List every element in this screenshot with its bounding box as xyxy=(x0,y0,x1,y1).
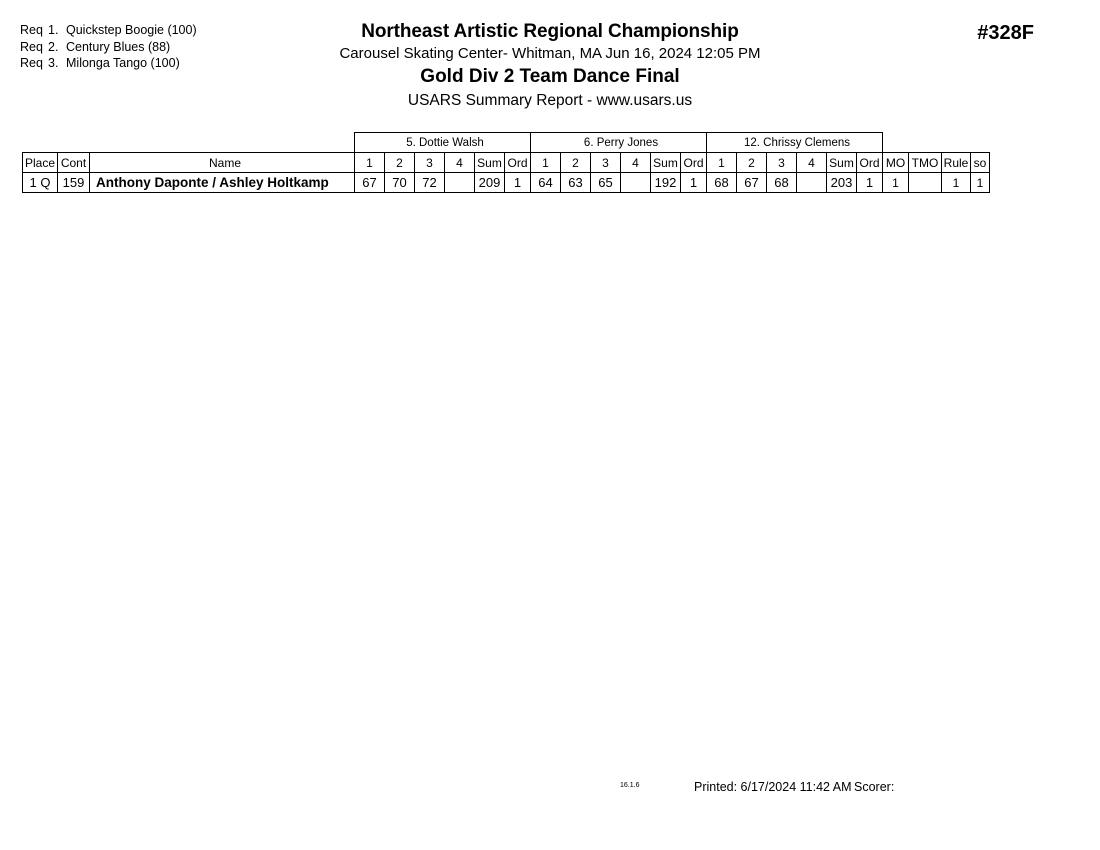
column-header-j3-d1: 1 xyxy=(707,153,737,173)
version-label: 16.1.6 xyxy=(620,782,640,789)
requirement-label: Req xyxy=(20,23,43,37)
column-header-j3-ord: Ord xyxy=(857,153,883,173)
requirement-number: 1. xyxy=(48,23,59,37)
cell-j1-sum: 209 xyxy=(475,173,505,193)
cell-j3-sum: 203 xyxy=(827,173,857,193)
column-header-j1-sum: Sum xyxy=(475,153,505,173)
cell-so: 1 xyxy=(971,173,990,193)
cell-name: Anthony Daponte / Ashley Holtkamp xyxy=(90,173,355,193)
column-header-j2-ord: Ord xyxy=(681,153,707,173)
printed-timestamp: Printed: 6/17/2024 11:42 AM xyxy=(694,780,852,794)
report-subtitle: USARS Summary Report - www.usars.us xyxy=(407,92,693,109)
judge-header-3: 12. Chrissy Clemens xyxy=(707,133,883,153)
cell-j2-d4 xyxy=(621,173,651,193)
requirement-label: Req xyxy=(20,56,43,70)
requirement-name: Century Blues (88) xyxy=(66,39,171,54)
judge-header-2: 6. Perry Jones xyxy=(531,133,707,153)
column-header-j2-sum: Sum xyxy=(651,153,681,173)
cell-j3-ord: 1 xyxy=(857,173,883,193)
document-header xyxy=(0,20,1100,112)
scorer-label: Scorer: xyxy=(854,780,895,794)
cell-j3-d3: 68 xyxy=(767,173,797,193)
cell-j2-ord: 1 xyxy=(681,173,707,193)
column-header-cont: Cont xyxy=(58,153,90,173)
requirement-number: 3. xyxy=(48,56,59,70)
column-header-tmo: TMO xyxy=(909,153,942,173)
requirement-name: Quickstep Boogie (100) xyxy=(66,23,197,37)
column-header-row xyxy=(23,153,990,173)
spacer-cell xyxy=(883,133,990,153)
cell-mo: 1 xyxy=(883,173,909,193)
cell-j1-d1: 67 xyxy=(355,173,385,193)
requirement-name: Milonga Tango (100) xyxy=(66,56,180,70)
column-header-j3-d2: 2 xyxy=(737,153,767,173)
spacer-cell xyxy=(23,133,355,153)
judge-header-1: 5. Dottie Walsh xyxy=(355,133,531,153)
column-header-place: Place xyxy=(23,153,58,173)
column-header-j3-d4: 4 xyxy=(797,153,827,173)
column-header-rule: Rule xyxy=(942,153,971,173)
column-header-j1-d2: 2 xyxy=(385,153,415,173)
score-sheet xyxy=(22,132,990,193)
column-header-j3-d3: 3 xyxy=(767,153,797,173)
cell-j3-d1: 68 xyxy=(707,173,737,193)
column-header-name: Name xyxy=(90,153,355,173)
column-header-j1-ord: Ord xyxy=(505,153,531,173)
requirement-label: Req xyxy=(20,39,43,54)
cell-rule: 1 xyxy=(942,173,971,193)
cell-j3-d2: 67 xyxy=(737,173,767,193)
column-header-j2-d1: 1 xyxy=(531,153,561,173)
cell-j2-sum: 192 xyxy=(651,173,681,193)
column-header-j3-sum: Sum xyxy=(827,153,857,173)
cell-tmo xyxy=(909,173,942,193)
column-header-j2-d4: 4 xyxy=(621,153,651,173)
column-header-so: so xyxy=(971,153,990,173)
table-row xyxy=(23,173,990,193)
page-title: Northeast Artistic Regional Championship xyxy=(361,21,739,42)
column-header-mo: MO xyxy=(883,153,909,173)
cell-cont: 159 xyxy=(58,173,90,193)
judge-header-row xyxy=(23,133,990,153)
column-header-j1-d3: 3 xyxy=(415,153,445,173)
venue-datetime: Carousel Skating Center- Whitman, MA Jun 16, 2024 12:05 PM xyxy=(339,45,761,62)
event-title: Gold Div 2 Team Dance Final xyxy=(420,66,680,87)
cell-j1-d3: 72 xyxy=(415,173,445,193)
cell-j2-d3: 65 xyxy=(591,173,621,193)
cell-j1-d4 xyxy=(445,173,475,193)
score-table xyxy=(22,132,990,193)
cell-j2-d1: 64 xyxy=(531,173,561,193)
requirement-number: 2. xyxy=(48,39,59,54)
column-header-j2-d3: 3 xyxy=(591,153,621,173)
column-header-j1-d1: 1 xyxy=(355,153,385,173)
cell-j3-d4 xyxy=(797,173,827,193)
column-header-j1-d4: 4 xyxy=(445,153,475,173)
cell-place: 1 Q xyxy=(23,173,58,193)
column-header-j2-d2: 2 xyxy=(561,153,591,173)
cell-j1-ord: 1 xyxy=(505,173,531,193)
cell-j2-d2: 63 xyxy=(561,173,591,193)
event-number: #328F xyxy=(977,22,1034,44)
cell-j1-d2: 70 xyxy=(385,173,415,193)
